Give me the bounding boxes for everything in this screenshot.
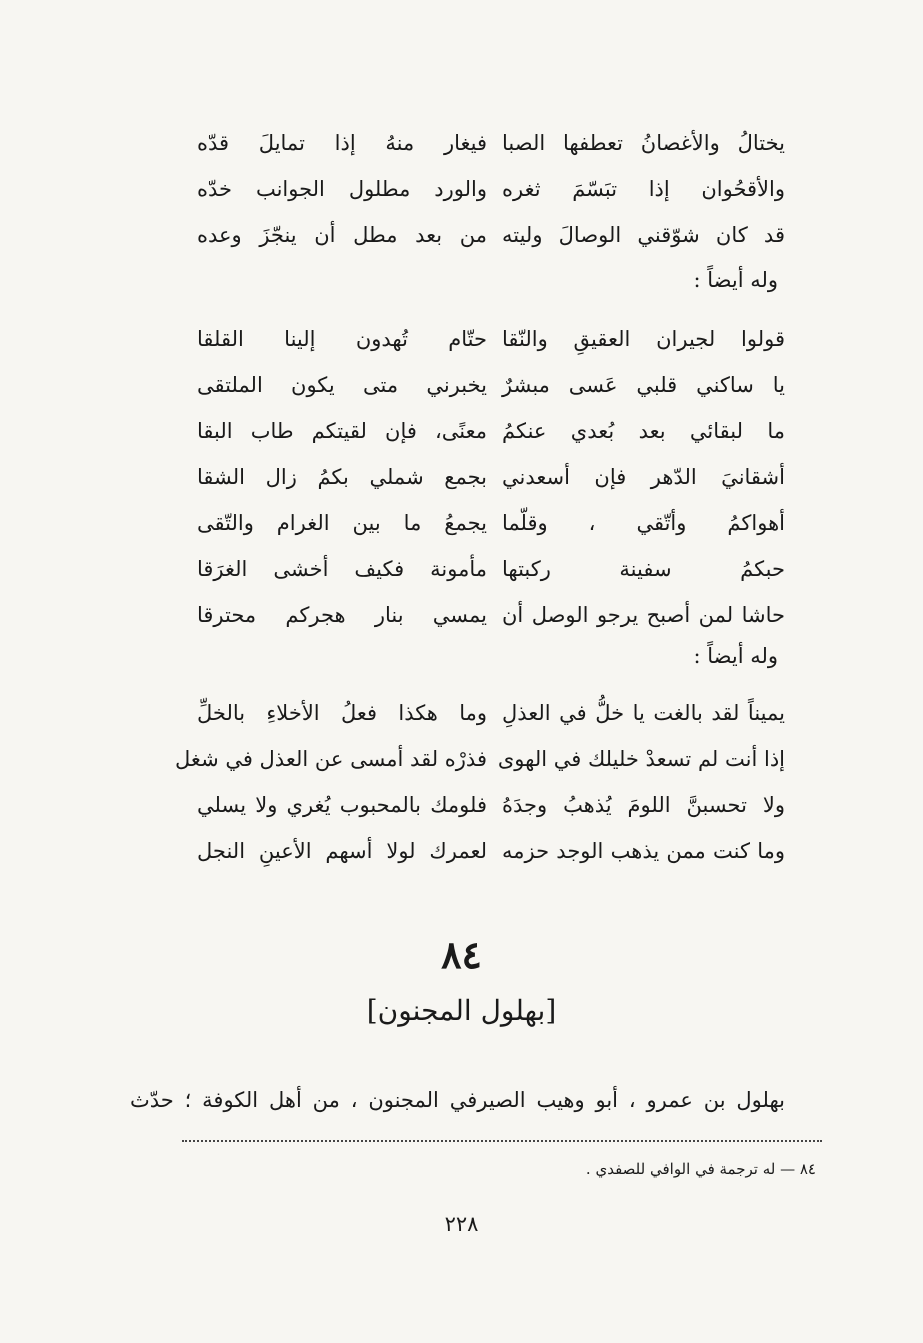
verse-line [170, 546, 785, 592]
verse-second-hemistich: فذرْه لقد أمسى عن العذل في شغل [175, 747, 487, 771]
footnote: ٨٤ — له ترجمة في الوافي للصفدي . [585, 1160, 816, 1178]
verse-first-hemistich: إذا أنت لم تسعدْ خليلك في الهوى [497, 747, 785, 771]
verse-second-hemistich: يجمعُ ما بين الغرام والتّقى [197, 511, 487, 535]
page-number: ٢٢٨ [444, 1212, 479, 1236]
verse-second-hemistich: يخبرني متى يكون الملتقى [197, 373, 487, 397]
section-number: ٨٤ [441, 932, 482, 977]
verse-second-hemistich: وما هكذا فعلُ الأخلاءِ بالخلِّ [197, 701, 487, 725]
verse-first-hemistich: أشقانيَ الدّهر فإن أسعدني [502, 465, 785, 489]
verse-first-hemistich: ولا تحسبنَّ اللومَ يُذهبُ وجدَهُ [502, 793, 785, 817]
verse-first-hemistich: وما كنت ممن يذهب الوجد حزمه [502, 839, 785, 863]
verse-line [170, 736, 785, 782]
verse-first-hemistich: قولوا لجيران العقيقِ والنّقا [502, 327, 785, 351]
verse-line [170, 212, 785, 258]
footnote-divider [182, 1140, 822, 1142]
verse-first-hemistich: حاشا لمن أصبح يرجو الوصل أن [502, 603, 785, 627]
verse-line [170, 454, 785, 500]
verse-line [170, 316, 785, 362]
verse-second-hemistich: مأمونة فكيف أخشى الغرَقا [197, 557, 487, 581]
verse-first-hemistich: حبكمُ سفينة ركبتها [502, 557, 785, 581]
verse-line [170, 120, 785, 166]
verse-second-hemistich: من بعد مطل أن ينجّزَ وعده [197, 223, 487, 247]
verse-line [170, 166, 785, 212]
verse-line [170, 592, 785, 638]
verse-second-hemistich: فلومك بالمحبوب يُغري ولا يسلي [197, 793, 487, 817]
verse-line [170, 362, 785, 408]
section-title: [بهلول المجنون] [366, 994, 557, 1027]
verse-first-hemistich: يختالُ والأغصانُ تعطفها الصبا [502, 131, 785, 155]
poem-intro-1: وله أيضاً : [693, 268, 778, 292]
verse-line [170, 408, 785, 454]
verse-line [170, 500, 785, 546]
verse-line [170, 782, 785, 828]
verse-second-hemistich: لعمرك لولا أسهم الأعينِ النجل [197, 839, 487, 863]
verse-first-hemistich: قد كان شوّقني الوصالَ وليته [502, 223, 785, 247]
verse-second-hemistich: فيغار منهُ إذا تمايلَ قدّه [197, 131, 487, 155]
poem-block-2 [170, 316, 785, 638]
verse-first-hemistich: والأقحُوان إذا تبَسّمَ ثغره [502, 177, 785, 201]
verse-second-hemistich: بجمع شملي بكمُ زال الشقا [197, 465, 487, 489]
poem-block-3 [170, 690, 785, 874]
verse-line [170, 828, 785, 874]
verse-first-hemistich: أهواكمُ وأتّقي ، وقلّما [502, 511, 785, 535]
verse-line [170, 690, 785, 736]
poem-intro-2: وله أيضاً : [693, 644, 778, 668]
verse-second-hemistich: حتّام تُهدون إلينا القلقا [197, 327, 487, 351]
prose-paragraph: بهلول بن عمرو ، أبو وهيب الصيرفي المجنون ، من أهل الكوفة ؛ حدّث [130, 1088, 785, 1112]
poem-block-1 [170, 120, 785, 258]
verse-second-hemistich: يمسي بنار هجركم محترقا [197, 603, 487, 627]
verse-first-hemistich: يميناً لقد بالغت يا خلُّ في العذلِ [502, 701, 785, 725]
verse-first-hemistich: ما لبقائي بعد بُعدي عنكمُ [502, 419, 785, 443]
verse-second-hemistich: والورد مطلول الجوانب خدّه [197, 177, 487, 201]
verse-first-hemistich: يا ساكني قلبي عَسى مبشرٌ [502, 373, 785, 397]
verse-second-hemistich: معنًى، فإن لقيتكم طاب البقا [197, 419, 487, 443]
